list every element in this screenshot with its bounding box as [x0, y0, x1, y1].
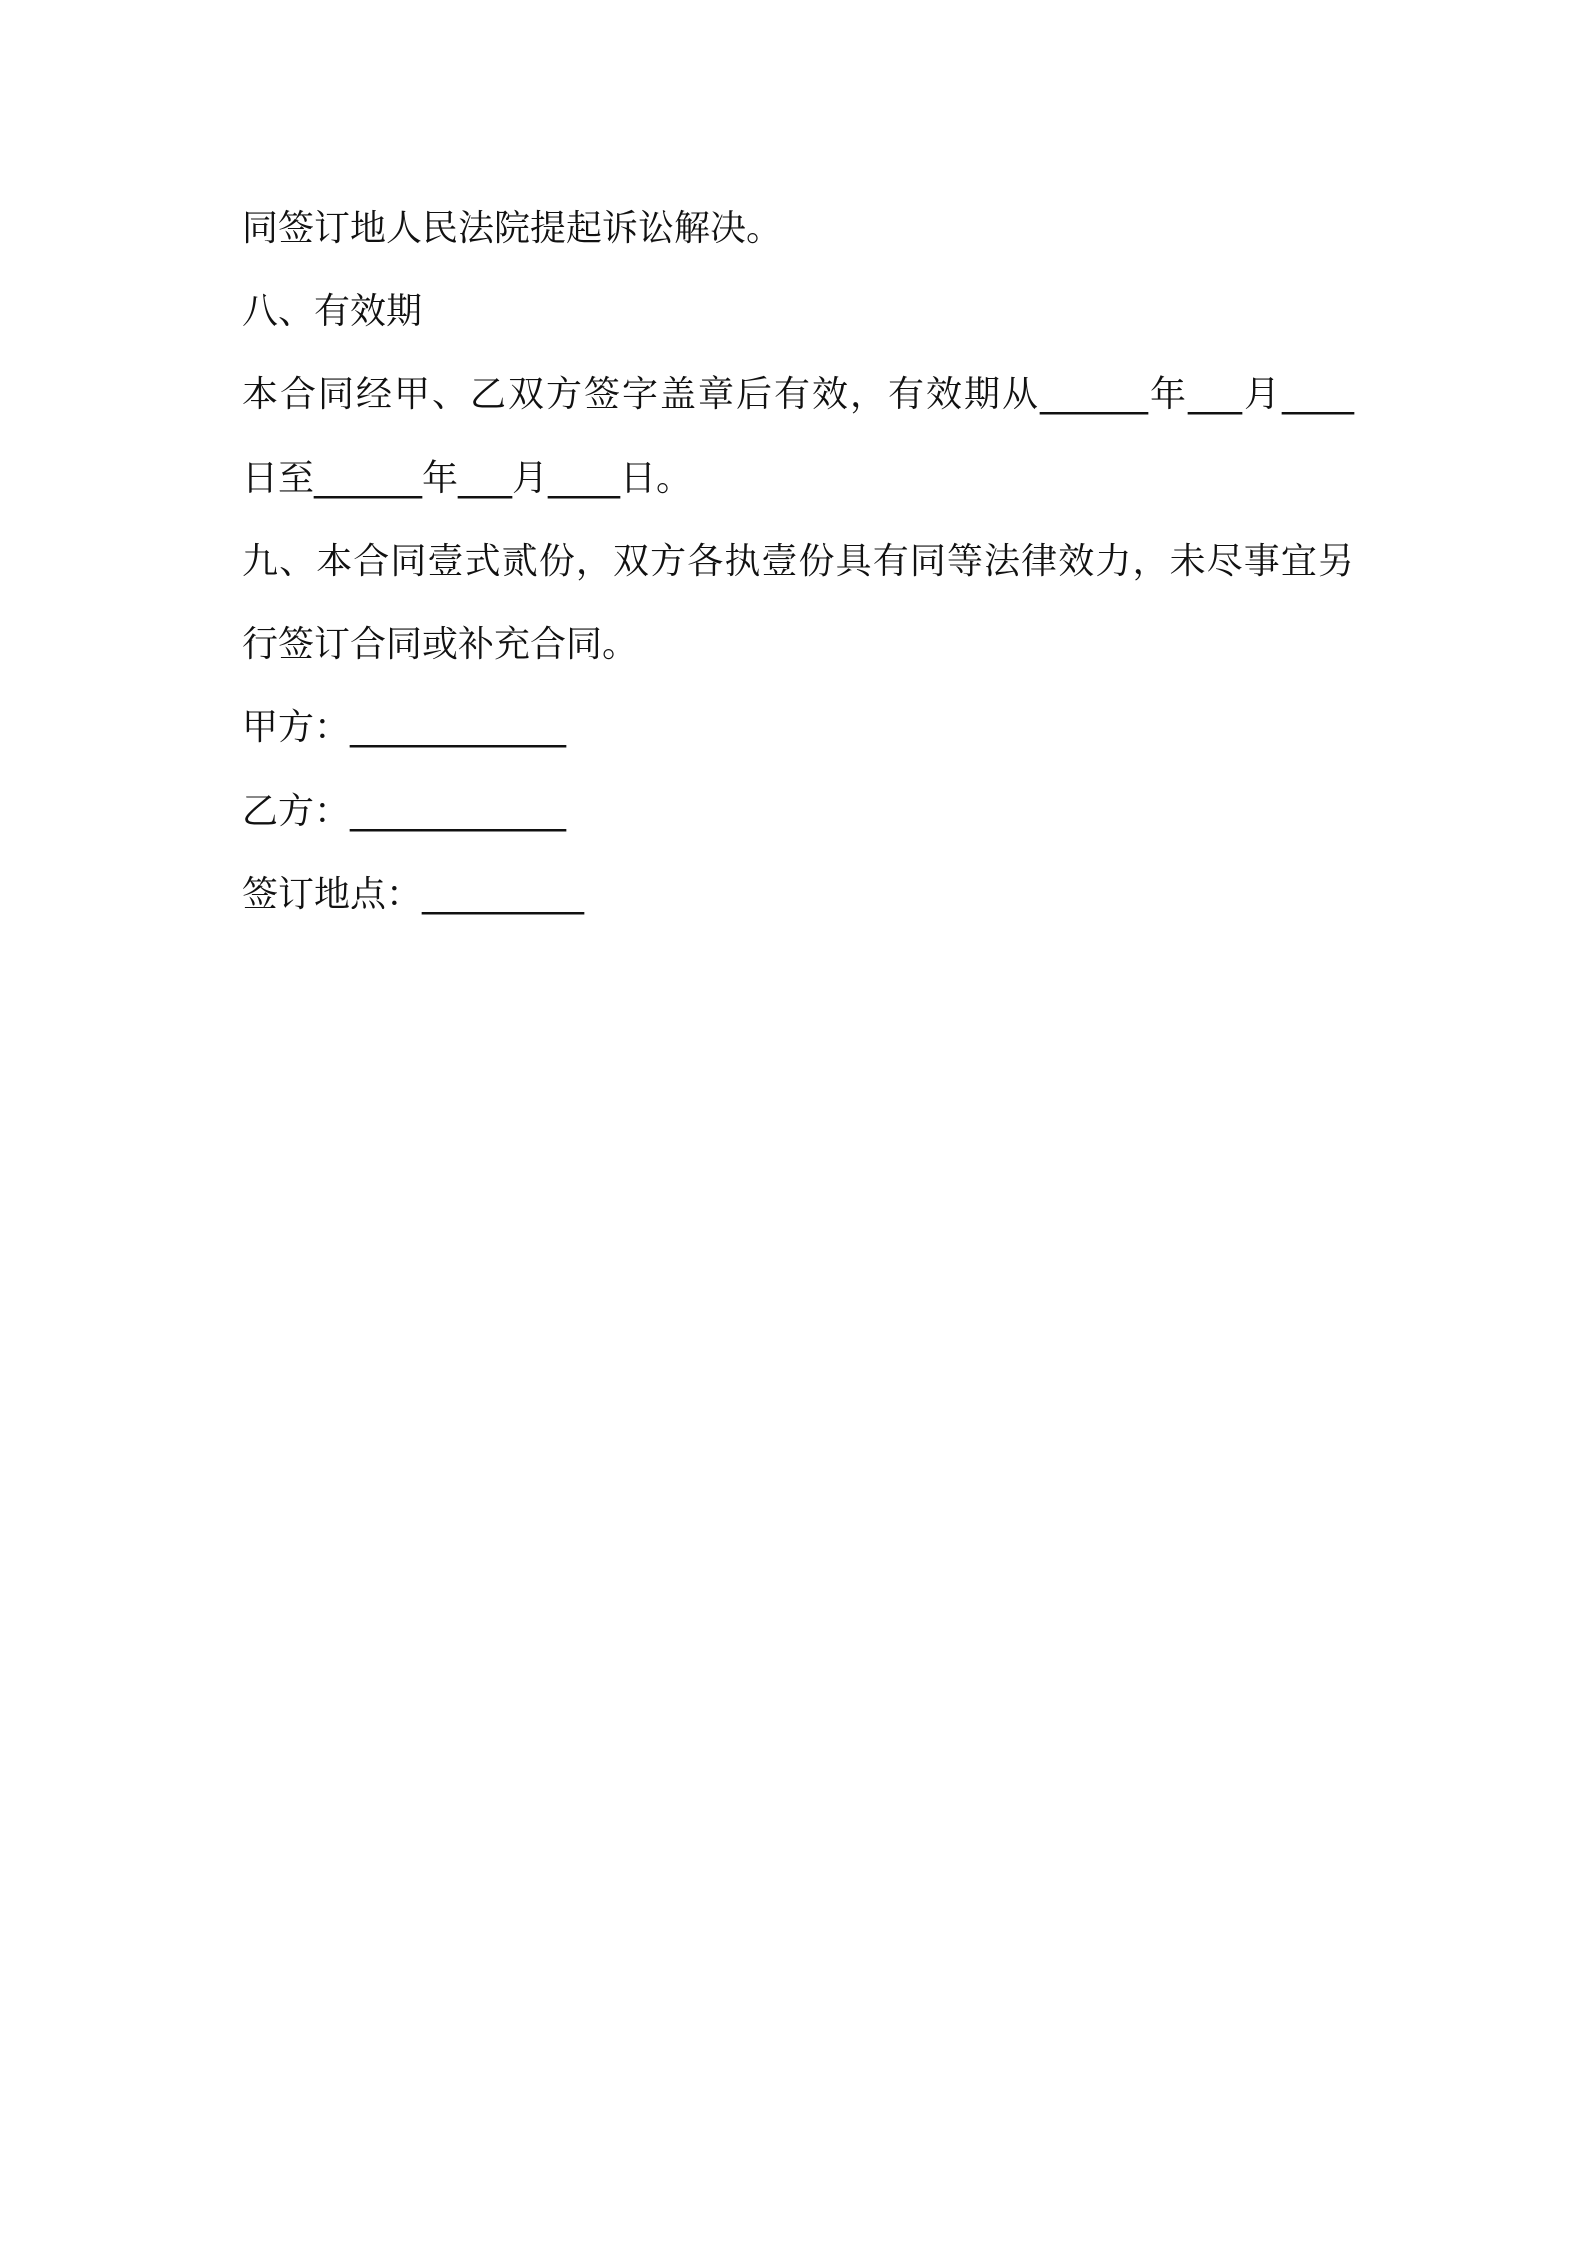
paragraph-copies-line-1: 九、本合同壹式贰份，双方各执壹份具有同等法律效力，未尽事宜另 — [242, 541, 1354, 582]
signing-location-field: 签订地点：_________ — [242, 874, 585, 915]
party-a-signature-field: 甲方：____________ — [242, 707, 567, 748]
section-heading-validity: 八、有效期 — [242, 291, 423, 332]
paragraph-validity-line-1: 本合同经甲、乙双方签字盖章后有效，有效期从______年___月____ — [242, 374, 1354, 415]
paragraph-dispute-resolution-end: 同签订地人民法院提起诉讼解决。 — [242, 208, 783, 249]
paragraph-validity-line-2: 日至______年___月____日。 — [242, 458, 693, 499]
party-b-signature-field: 乙方：____________ — [242, 791, 567, 832]
paragraph-copies-line-2: 行签订合同或补充合同。 — [242, 624, 639, 665]
